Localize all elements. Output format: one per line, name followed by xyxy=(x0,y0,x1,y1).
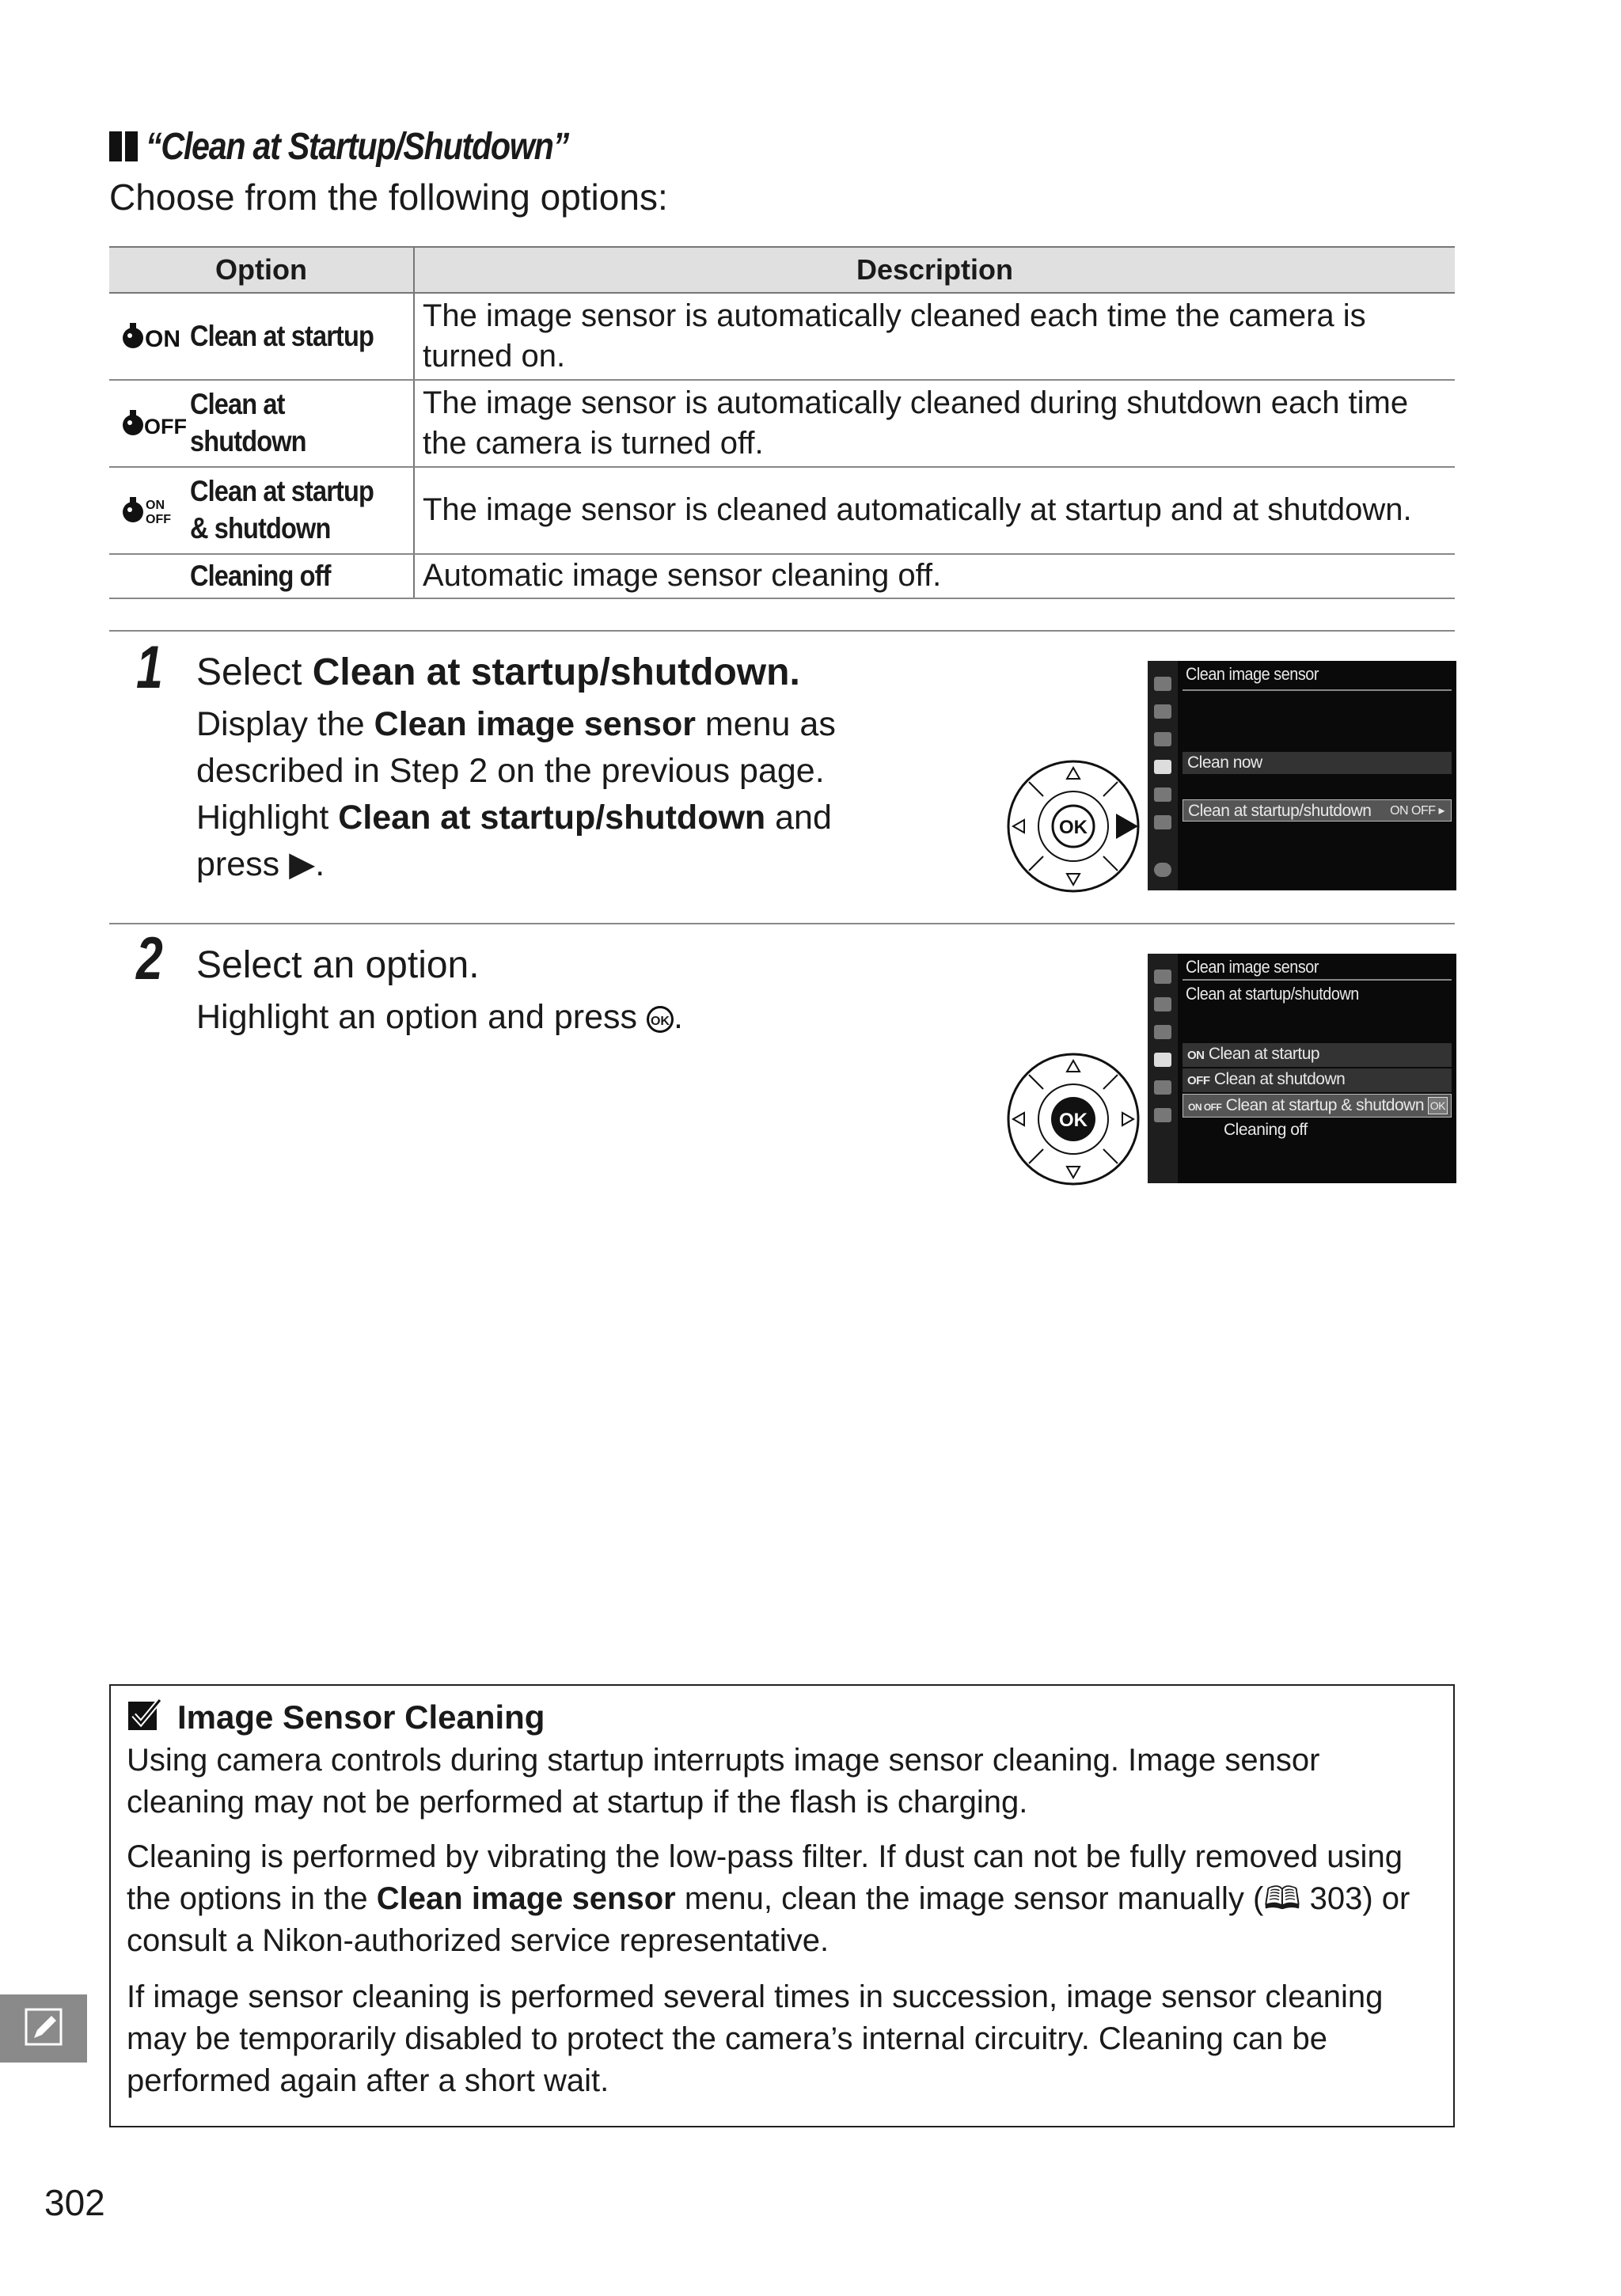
clean-startup-icon xyxy=(109,321,190,352)
camera-menu-item: Clean now xyxy=(1183,752,1452,774)
multi-selector-ok xyxy=(1005,1051,1141,1191)
menu-tab-column xyxy=(1148,661,1178,890)
table-header-row xyxy=(109,247,1455,293)
option-label: Clean at startup xyxy=(190,319,374,352)
book-icon: 🕮 xyxy=(1263,1881,1301,1916)
option-description: Automatic image sensor cleaning off. xyxy=(414,554,1455,598)
right-arrow-icon: ▶ xyxy=(289,845,316,883)
camera-menu-subtitle: Clean at startup/shutdown xyxy=(1186,984,1359,1004)
step1-body: Display the Clean image sensor menu as described in Step 2 on the previous page. Highlight Clean at startup/shutdown and press ▶. xyxy=(196,705,836,883)
chapter-tab xyxy=(0,1994,87,2063)
camera-menu-title: Clean image sensor xyxy=(1186,957,1319,977)
option-label: Clean at shutdown xyxy=(190,388,306,457)
step2-divider xyxy=(109,923,1455,924)
svg-text:OK: OK xyxy=(1059,1110,1088,1131)
table-row xyxy=(109,293,1455,380)
step1-title: Select Clean at startup/shutdown. xyxy=(196,651,800,693)
option-description: The image sensor is automatically cleaned during shutdown each time the camera is turned off. xyxy=(414,380,1455,467)
options-table xyxy=(109,246,1455,599)
step1-divider xyxy=(109,630,1455,632)
tip-paragraph: If image sensor cleaning is performed several times in succession, image sensor cleaning may be temporarily disabled to protect the camera’s internal circuitry. Cleaning can be performed again after a short wait. xyxy=(127,1979,1384,2098)
camera-menu-item: OFF Clean at shutdown xyxy=(1183,1068,1452,1092)
tip-title: Image Sensor Cleaning xyxy=(177,1698,545,1736)
step2-body: Highlight an option and press OK . xyxy=(196,998,683,1036)
camera-menu-item: Cleaning off xyxy=(1224,1121,1308,1139)
heading-text: “Clean at Startup/Shutdown” xyxy=(146,125,568,168)
camera-menu-item: ON Clean at startup xyxy=(1183,1043,1452,1067)
svg-text:OFF: OFF xyxy=(144,415,187,438)
pencil-icon xyxy=(23,2006,64,2051)
table-row xyxy=(109,554,1455,598)
table-row xyxy=(109,467,1455,554)
section-heading xyxy=(109,119,637,174)
heading-marker xyxy=(109,131,138,161)
table-row xyxy=(109,380,1455,467)
svg-text:ON: ON xyxy=(146,499,165,512)
multi-selector-right xyxy=(1005,758,1141,898)
camera-screen-startup-shutdown xyxy=(1148,954,1456,1183)
camera-menu-item-selected: ON OFF Clean at startup & shutdown OK xyxy=(1183,1094,1452,1118)
svg-text:OFF: OFF xyxy=(146,513,171,526)
step2-number: 2 xyxy=(136,925,163,992)
menu-tab-column xyxy=(1148,954,1178,1183)
checkmark-icon xyxy=(127,1697,163,1737)
step2-title: Select an option. xyxy=(196,944,480,986)
camera-menu-item-selected: Clean at startup/shutdown ON OFF ▸ xyxy=(1183,799,1452,822)
clean-startup-shutdown-icon xyxy=(109,495,190,526)
camera-menu-title: Clean image sensor xyxy=(1186,664,1319,684)
svg-text:ON: ON xyxy=(145,325,180,352)
option-label: Cleaning off xyxy=(190,559,331,592)
option-label: Clean at startup & shutdown xyxy=(190,475,374,545)
tip-paragraph: Cleaning is performed by vibrating the low-pass filter. If dust can not be fully removed using the options in the Clean image sensor menu, clean the image sensor manually (🕮 303) or consult a Nikon-authorized service representative. xyxy=(127,1839,1410,1958)
page-number: 302 xyxy=(44,2182,105,2223)
camera-screen-clean-sensor xyxy=(1148,661,1456,890)
step1-number: 1 xyxy=(136,634,163,701)
option-description: The image sensor is automatically cleaned each time the camera is turned on. xyxy=(414,293,1455,380)
tip-box xyxy=(109,1684,1455,2127)
clean-shutdown-icon xyxy=(109,408,190,439)
table-header-option: Option xyxy=(109,247,414,293)
ok-button-icon: OK xyxy=(647,1006,674,1033)
tip-paragraph: Using camera controls during startup interrupts image sensor cleaning. Image sensor cleaning may not be performed at startup if the flash is charging. xyxy=(127,1743,1320,1820)
svg-text:OK: OK xyxy=(1059,817,1088,838)
option-description: The image sensor is cleaned automatically at startup and at shutdown. xyxy=(414,467,1455,554)
table-header-description: Description xyxy=(414,247,1455,293)
intro-text: Choose from the following options: xyxy=(109,176,668,218)
